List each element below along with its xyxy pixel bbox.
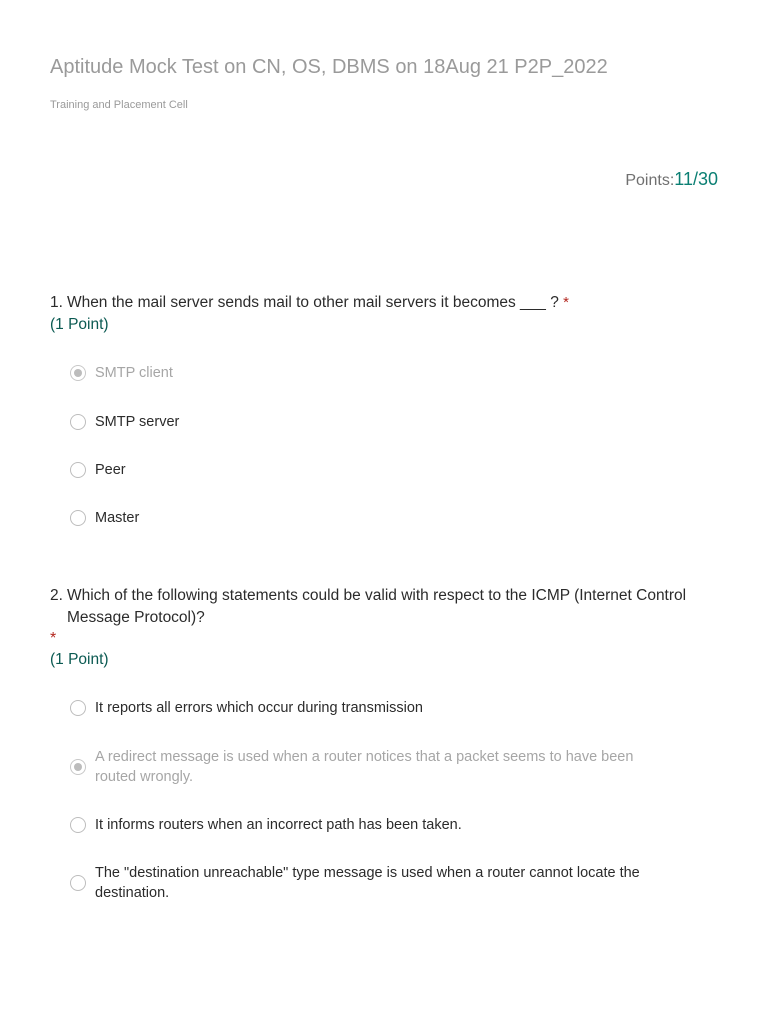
radio-button[interactable]: [70, 414, 86, 430]
points-summary: [625, 169, 718, 190]
radio-button[interactable]: [70, 462, 86, 478]
form-subtitle: Training and Placement Cell: [50, 99, 188, 111]
question-number: 1.: [50, 294, 63, 311]
required-mark: *: [50, 630, 57, 647]
radio-button-checked[interactable]: [70, 759, 86, 775]
option-redirect-message[interactable]: [70, 747, 670, 787]
option-label: It reports all errors which occur during transmission: [95, 700, 423, 716]
question-points: (1 Point): [50, 316, 109, 333]
option-smtp-client[interactable]: [70, 363, 670, 383]
radio-button[interactable]: [70, 817, 86, 833]
option-label: It informs routers when an incorrect path has been taken.: [95, 817, 462, 833]
question-2-title: [50, 585, 720, 629]
points-score: 11/30: [674, 169, 718, 189]
radio-button-checked[interactable]: [70, 365, 86, 381]
question-1-title: [50, 292, 720, 314]
option-label: SMTP client: [95, 365, 173, 381]
radio-button[interactable]: [70, 700, 86, 716]
question-2: [50, 585, 720, 671]
option-destination-unreachable[interactable]: [70, 863, 670, 903]
question-text: When the mail server sends mail to other mail servers it becomes ___ ?: [66, 294, 559, 311]
option-label: Peer: [95, 462, 126, 478]
option-informs-routers[interactable]: [70, 815, 670, 835]
option-reports-all-errors[interactable]: [70, 698, 670, 718]
points-label: Points:: [625, 172, 675, 189]
required-mark: *: [563, 294, 569, 311]
radio-button[interactable]: [70, 875, 86, 891]
option-peer[interactable]: [70, 460, 670, 480]
radio-button[interactable]: [70, 510, 86, 526]
form-title: Aptitude Mock Test on CN, OS, DBMS on 18Aug 21 P2P_2022: [50, 56, 608, 78]
question-points: (1 Point): [50, 651, 109, 668]
option-label: A redirect message is used when a router notices that a packet seems to have been routed wrongly.: [95, 749, 634, 785]
option-label: The "destination unreachable" type message is used when a router cannot locate the destination.: [95, 865, 640, 901]
option-label: SMTP server: [95, 414, 180, 430]
option-master[interactable]: [70, 508, 670, 528]
question-1: [50, 292, 720, 336]
question-text: Which of the following statements could be valid with respect to the ICMP (Internet Control Message Protocol)?: [66, 587, 687, 626]
option-label: Master: [95, 510, 140, 526]
question-number: 2.: [50, 587, 63, 604]
option-smtp-server[interactable]: [70, 412, 670, 432]
